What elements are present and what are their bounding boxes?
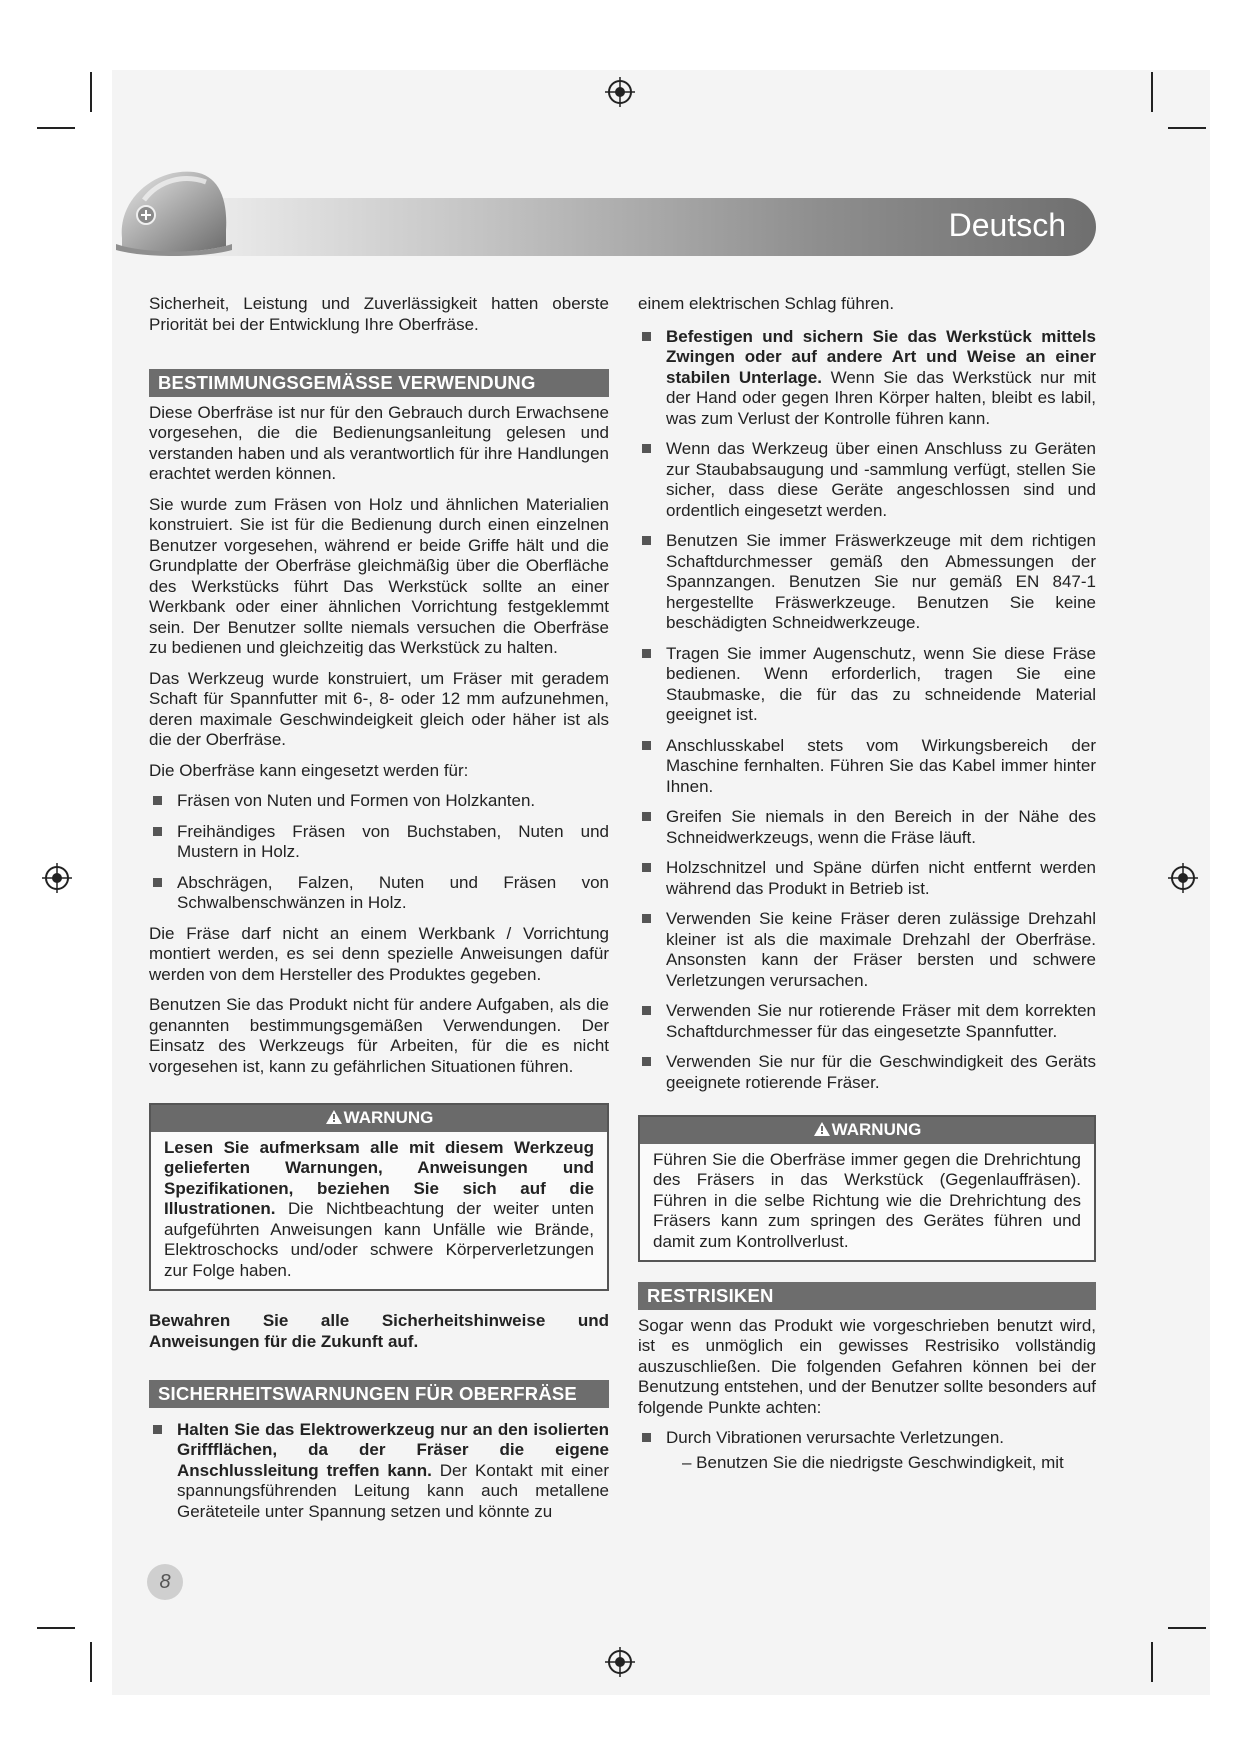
crop-mark-top-right-v	[1151, 72, 1153, 112]
bullet-square-icon	[153, 796, 162, 805]
paragraph-router-bits: Das Werkzeug wurde konstruiert, um Fräser mit geradem Schaft für Spannfutter mit 6-, 8- oder 12 mm aufzunehmen, deren maximale Geschwindeigkeit gleich oder häher ist als die der Oberfräse.	[149, 668, 609, 749]
crop-mark-bottom-right-h	[1168, 1627, 1206, 1629]
bullet-square-icon	[642, 536, 651, 545]
crop-mark-bottom-left-v	[90, 1642, 92, 1682]
bullet-square-icon	[153, 827, 162, 836]
warning-box-left	[149, 1103, 609, 1291]
warning-triangle-icon	[325, 1109, 343, 1125]
warning-body-right: Führen Sie die Oberfräse immer gegen die Drehrichtung des Fräsers in das Werkstück (Gegenlauffräsen). Führen in die selbe Richtung wie die Drehrichtung des Fräsers kann zum springen des Gerätes führen und damit zum Kontrollverlust.	[653, 1149, 1081, 1251]
bullet-square-icon	[642, 863, 651, 872]
list-item: Benutzen Sie immer Fräswerkzeuge mit dem richtigen Schaftdurchmesser gemäß den Abmessungen der Spannzangen. Benutzen Sie nur gemäß EN 847-1 hergestellte Fräswerkzeuge. Benutzen Sie keine beschädigten Schneidwerkzeuge.	[638, 531, 1096, 634]
bullet-square-icon	[642, 332, 651, 341]
list-item: Holzschnitzel und Späne dürfen nicht entfernt werden während das Produkt in Betrieb ist.	[638, 858, 1096, 899]
crop-mark-top-right-h	[1168, 127, 1206, 129]
language-header-bar	[178, 198, 1096, 256]
bullet-square-icon	[642, 649, 651, 658]
warning-heading: WARNUNG	[151, 1105, 607, 1132]
registration-mark-bottom-icon	[605, 1647, 635, 1677]
safety-helmet-icon	[114, 160, 232, 256]
warning-heading: WARNUNG	[640, 1117, 1094, 1144]
bullet-square-icon	[642, 444, 651, 453]
paragraph-keep-instructions: Bewahren Sie alle Sicherheitshinweise und Anweisungen für die Zukunft auf.	[149, 1311, 609, 1351]
paragraph-adults: Diese Oberfräse ist nur für den Gebrauch durch Erwachsene vorgesehen, die die Bedienungsanleitung gelesen und verstanden haben und als verantwortlich für ihre Handlungen erachtet werden können.	[149, 402, 609, 483]
paragraph-uses-intro: Die Oberfräse kann eingesetzt werden für:	[149, 760, 469, 780]
paragraph-construction: Sie wurde zum Fräsen von Holz und ähnlichen Materialien konstruiert. Sie ist für die Bedienung durch einen einzelnen Benutzer vorgesehen, während er beide Griffe hält und die Grundplatte der Oberfräse gleichmäßig über die Oberfläche des Werkstücks führt Das Werkstück sollte an einer Werkbank oder einer ähnlichen Vorrichtung festgeklemmt sein. Der Benutzer sollte niemals versuchen die Oberfräse zu bedienen und gleichzeitig das Werkstück zu halten.	[149, 494, 609, 657]
crop-mark-bottom-left-h	[37, 1627, 75, 1629]
list-item: Befestigen und sichern Sie das Werkstück mittels Zwingen oder auf andere Art und Weise an einer stabilen Unterlage. Wenn Sie das Werkstück nur mit der Hand oder gegen Ihren Körper halten, bleibt es labil, was zum Verlust der Kontrolle führen kann.	[638, 327, 1096, 430]
warning-triangle-icon	[813, 1121, 831, 1137]
list-item: Halten Sie das Elektrowerkzeug nur an den isolierten Griffflächen, da der Fräser die eigene Anschlussleitung treffen kann. Der Kontakt mit einer spannungsführenden Leitung kann auch metallene Geräteteile unter Spannung setzen und könnte zu	[149, 1420, 609, 1523]
bullet-square-icon	[642, 741, 651, 750]
warning-body-left: Lesen Sie aufmerksam alle mit diesem Werkzeug gelieferten Warnungen, Anweisungen und Spezifikationen, beziehen Sie sich auf die Illustrationen. Die Nichtbeachtung der weiter unten aufgeführten Anweisungen kann Unfälle wie Brände, Elektroschocks und/oder schwere Körperverletzungen zur Folge haben.	[164, 1137, 594, 1280]
list-item: Verwenden Sie keine Fräser deren zulässige Drehzahl kleiner ist als die maximale Drehzahl der Oberfräse. Ansonsten kann der Fräser bersten und schwere Verletzungen verursachen.	[638, 909, 1096, 991]
bullet-square-icon	[642, 1057, 651, 1066]
bullet-square-icon	[153, 878, 162, 887]
paragraph-residual-risks: Sogar wenn das Produkt wie vorgeschrieben benutzt wird, ist es unmöglich ein gewisses Restrisiko vollständig auszuschließen. Die folgenden Gefahren können bei der Benutzung entstehen, und der Benutzer sollte besonders auf folgende Punkte achten:	[638, 1315, 1096, 1417]
bullet-square-icon	[642, 812, 651, 821]
list-item: Durch Vibrationen verursachte Verletzungen.	[638, 1428, 1096, 1449]
section-intended-use-heading: BESTIMMUNGSGEMÄSSE VERWENDUNG	[149, 369, 609, 397]
sub-item: – Benutzen Sie die niedrigste Geschwindigkeit, mit	[682, 1452, 1064, 1472]
section-residual-risks-heading: RESTRISIKEN	[638, 1282, 1096, 1310]
bullet-square-icon	[642, 914, 651, 923]
list-item: Fräsen von Nuten und Formen von Holzkanten.	[149, 791, 609, 812]
crop-mark-top-left-h	[37, 127, 75, 129]
intro-paragraph: Sicherheit, Leistung und Zuverlässigkeit hatten oberste Priorität bei der Entwicklung Ihre Oberfräse.	[149, 294, 609, 334]
list-item: Abschrägen, Falzen, Nuten und Fräsen von Schwalbenschwänzen in Holz.	[149, 873, 609, 914]
bullet-square-icon	[642, 1006, 651, 1015]
list-item: Tragen Sie immer Augenschutz, wenn Sie diese Fräse bedienen. Wenn erforderlich, tragen Sie eine Staubmaske, die für das zu schneidende Material geeignet ist.	[638, 644, 1096, 726]
continued-text: einem elektrischen Schlag führen.	[638, 294, 895, 313]
registration-mark-left-icon	[42, 863, 72, 893]
language-title: Deutsch	[948, 207, 1066, 243]
left-column	[149, 294, 609, 1532]
list-item: Anschlusskabel stets vom Wirkungsbereich der Maschine fernhalten. Führen Sie das Kabel immer hinter Ihnen.	[638, 736, 1096, 798]
list-item: Freihändiges Fräsen von Buchstaben, Nuten und Mustern in Holz.	[149, 822, 609, 863]
list-item: Wenn das Werkzeug über einen Anschluss zu Geräten zur Staubabsaugung und -sammlung verfügt, stellen Sie sicher, dass diese Geräte angeschlossen sind und ordentlich eingesetzt werden.	[638, 439, 1096, 521]
list-item: Greifen Sie niemals in den Bereich in der Nähe des Schneidwerkzeugs, wenn die Fräse läuft.	[638, 807, 1096, 848]
page-number: 8	[147, 1564, 183, 1600]
registration-mark-top-icon	[605, 77, 635, 107]
bullet-square-icon	[642, 1433, 651, 1442]
warning-box-right	[638, 1115, 1096, 1262]
crop-mark-bottom-right-v	[1151, 1642, 1153, 1682]
bullet-square-icon	[153, 1425, 162, 1434]
paragraph-workbench: Die Fräse darf nicht an einem Werkbank / Vorrichtung montiert werden, es sei denn spezielle Anweisungen dafür werden von dem Hersteller des Produktes gegeben.	[149, 923, 609, 984]
list-item: Verwenden Sie nur rotierende Fräser mit dem korrekten Schaftdurchmesser für das eingesetzte Spannfutter.	[638, 1001, 1096, 1042]
registration-mark-right-icon	[1168, 863, 1198, 893]
crop-mark-top-left-v	[90, 72, 92, 112]
section-router-safety-heading: SICHERHEITSWARNUNGEN FÜR OBERFRÄSE	[149, 1380, 609, 1408]
list-item: Verwenden Sie nur für die Geschwindigkeit des Geräts geeignete rotierende Fräser.	[638, 1052, 1096, 1093]
right-column	[638, 294, 1096, 1483]
paragraph-other-tasks: Benutzen Sie das Produkt nicht für andere Aufgaben, als die genannten bestimmungsgemäßen Verwendungen. Der Einsatz des Werkzeugs für Arbeiten, für die es nicht vorgesehen ist, kann zu gefährlichen Situationen führen.	[149, 995, 609, 1076]
